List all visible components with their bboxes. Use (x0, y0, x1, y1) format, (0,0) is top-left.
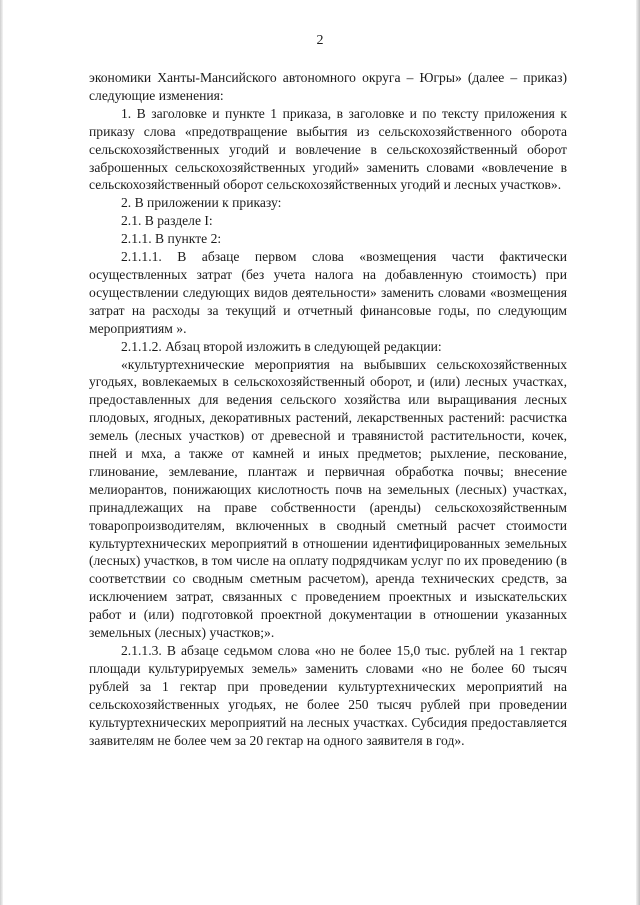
paragraph-item-2-1-1-3: 2.1.1.3. В абзаце седьмом слова «но не более 15,0 тыс. рублей на 1 гектар площади культурируемых земель» заменить словами «но не более 60 тысяч рублей за 1 гектар при проведении культуртехнических мероприятий на сельскохозяйственных угодьях, не более 250 тысяч рублей при проведении культуртехнических мероприятий на лесных участках. Субсидия предоставляется заявителям не более чем за 20 гектар на одного заявителя в год». (89, 643, 567, 748)
document-body (89, 69, 567, 749)
scan-left-edge (0, 0, 3, 905)
paragraph-item-2-1-1-2: 2.1.1.2. Абзац второй изложить в следующей редакции: (121, 338, 442, 354)
paragraph-item-2-1-1-1: 2.1.1.1. В абзаце первом слова «возмещения части фактически осуществленных затрат (без учета налога на добавленную стоимость) при осуществлении следующих видов деятельности» заменить словами «возмещения затрат на расходы за текущий и отчетный финансовые годы, по следующим мероприятиям ». (89, 249, 567, 336)
scan-right-edge (636, 0, 640, 905)
paragraph-item-2: 2. В приложении к приказу: (121, 195, 282, 211)
paragraph-continuation: экономики Ханты-Мансийского автономного округа – Югры» (далее – приказ) следующие изменения: (89, 70, 567, 103)
paragraph-item-1: 1. В заголовке и пункте 1 приказа, в заголовке и по тексту приложения к приказу слова «предотвращение выбытия из сельскохозяйственного оборота сельскохозяйственных угодий и вовлечение в сельскохозяйственный оборот заброшенных сельскохозяйственных угодий» заменить словами «вовлечение в сельскохозяйственный оборот сельскохозяйственных угодий и лесных участков». (89, 105, 567, 193)
paragraph-item-2-1: 2.1. В разделе I: (121, 213, 213, 229)
paragraph-item-2-1-1: 2.1.1. В пункте 2: (121, 231, 222, 247)
paragraph-quoted-text: «культуртехнические мероприятия на выбывших сельскохозяйственных угодьях, вовлекаемых в сельскохозяйственный оборот, и (или) лесных участках, предоставленных для ведения сельского хозяйства или выращивания лесных плодовых, ягодных, декоративных растений, лекарственных растений: расчистка земель (лесных участков) от древесной и травянистой растительности, кочек, пней и мха, а также от камней и иных предметов; рыхление, пескование, глинование, землевание, плантаж и первичная обработка почвы; внесение мелиорантов, понижающих кислотность почв на земельных (лесных) участках, принадлежащих на праве собственности (аренды) сельскохозяйственным товаропроизводителям, включенных в сводный сметный расчет стоимости культуртехнических мероприятий в отношении идентифицированных земельных (лесных) участков, в том числе на оплату подрядчикам услуг по их проведению (в соответствии со сводным сметным расчетом), аренда технических средств, за исключением затрат, связанных с проведением проектных и изыскательских работ и (или) подготовкой проектной документации в отношении указанных земельных (лесных) участков;». (89, 356, 567, 641)
page-number: 2 (316, 33, 324, 48)
